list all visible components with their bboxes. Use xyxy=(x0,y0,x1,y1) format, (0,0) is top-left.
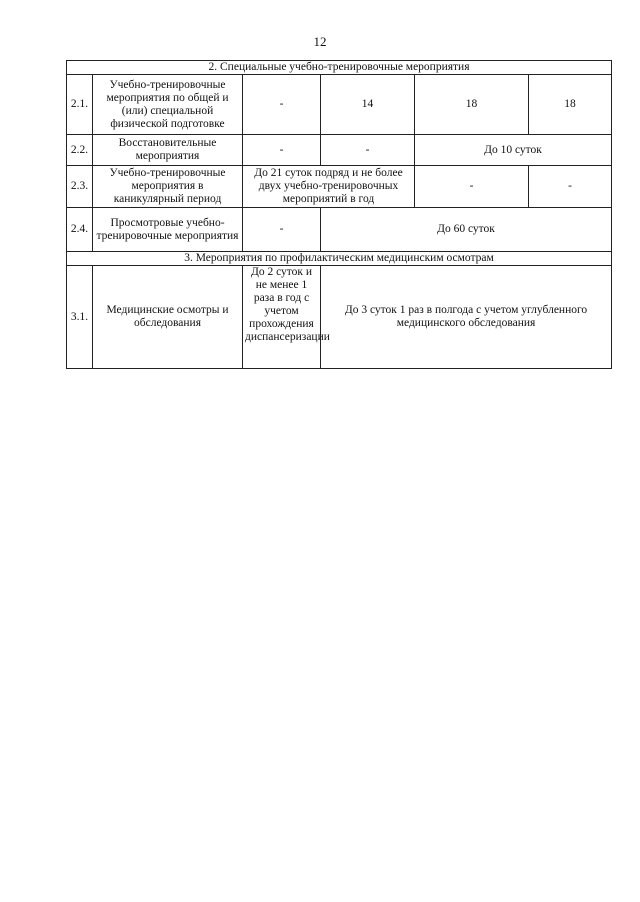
cell-value: 18 xyxy=(415,75,529,135)
row-name: Медицинские осмотры и обследования xyxy=(93,266,243,369)
table-row xyxy=(67,266,612,369)
cell-value: 14 xyxy=(321,75,415,135)
row-number: 2.2. xyxy=(67,135,93,166)
cell-value: - xyxy=(529,166,612,208)
row-number: 2.3. xyxy=(67,166,93,208)
section-3-header-row xyxy=(67,252,612,266)
row-name: Учебно-тренировочные мероприятия по общей и (или) специальной физической подготовке xyxy=(93,75,243,135)
cell-value: До 2 суток и не менее 1 раза в год с учетом прохождения диспансеризации xyxy=(243,266,321,369)
cell-value: - xyxy=(415,166,529,208)
cell-value: До 21 суток подряд и не более двух учебно-тренировочных мероприятий в год xyxy=(243,166,415,208)
table-row xyxy=(67,135,612,166)
row-name: Восстановительные мероприятия xyxy=(93,135,243,166)
events-table xyxy=(66,60,612,369)
section-2-title: 2. Специальные учебно-тренировочные мероприятия xyxy=(67,61,612,75)
row-name: Учебно-тренировочные мероприятия в каникулярный период xyxy=(93,166,243,208)
row-number: 3.1. xyxy=(67,266,93,369)
cell-value: - xyxy=(243,75,321,135)
cell-value: До 10 суток xyxy=(415,135,612,166)
cell-value: - xyxy=(243,135,321,166)
cell-value: До 3 суток 1 раз в полгода с учетом углубленного медицинского обследования xyxy=(321,266,612,369)
section-2-header-row xyxy=(67,61,612,75)
section-3-title: 3. Мероприятия по профилактическим медицинским осмотрам xyxy=(67,252,612,266)
table-row xyxy=(67,208,612,252)
row-number: 2.1. xyxy=(67,75,93,135)
cell-value: - xyxy=(321,135,415,166)
cell-value: - xyxy=(243,208,321,252)
row-name: Просмотровые учебно-тренировочные мероприятия xyxy=(93,208,243,252)
cell-value: 18 xyxy=(529,75,612,135)
page-number: 12 xyxy=(313,34,327,49)
row-number: 2.4. xyxy=(67,208,93,252)
cell-value: До 60 суток xyxy=(321,208,612,252)
table-row xyxy=(67,75,612,135)
table-row xyxy=(67,166,612,208)
